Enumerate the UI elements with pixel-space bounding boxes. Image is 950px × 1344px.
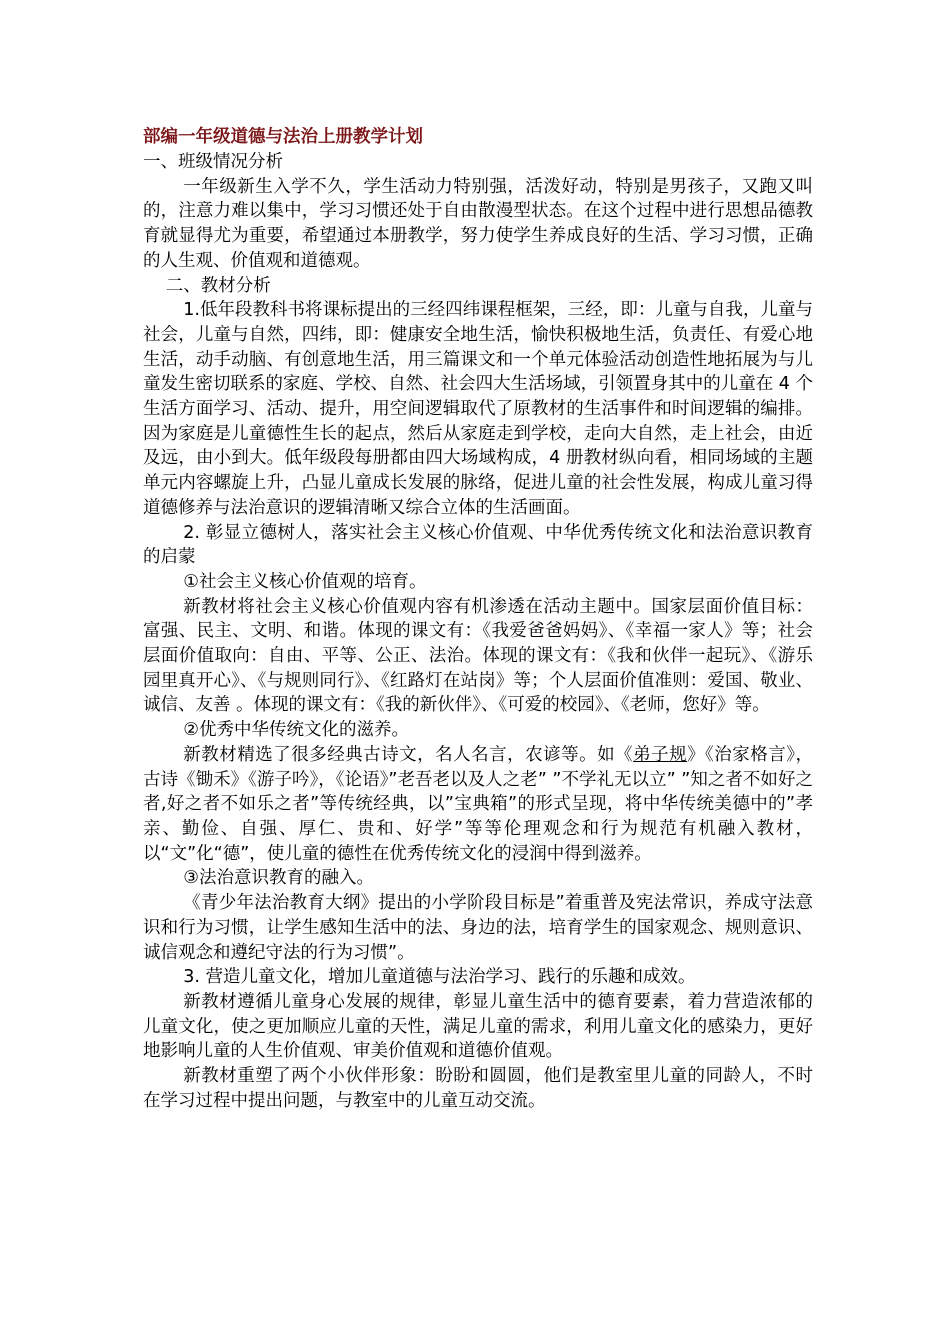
paragraph-core-values: 新教材将社会主义核心价值观内容有机渗透在活动主题中。国家层面价值目标：富强、民主、文明、和谐。体现的课文有：《我爱爸爸妈妈》、《幸福一家人》等；社会层面价值取向：自由、平等、公正、法治。体现的课文有：《我和伙伴一起玩》、《游乐园里真开心》、《与规则同行》、《红路灯在站岗》等；个人层面价值准则：爱国、敬业、诚信、友善 。体现的课文有：《我的新伙伴》、《可爱的校园》、《老师，您好》等。 [143, 596, 813, 716]
paragraph-traditional-culture-rest: 》《治家格言》，古诗《锄禾》《游子吟》，《论语》”老吾老以及人之老” ”不学礼无以立” ”知之者不如好之者,好之者不如乐之者”等传统经典，以”宝典箱”的形式呈现，将中华传统美德中的”孝亲、勤俭、自强、厚仁、贵和、好学”等等伦理观念和行为规范有机融入教材，以“文”化“德”，使儿童的德性在优秀传统文化的浸润中得到滋养。 [143, 744, 814, 864]
underlined-text-dizigui: 弟子规 [633, 744, 688, 765]
paragraph-traditional-culture-start: 新教材精选了很多经典古诗文，名人名言，农谚等。如《 [183, 744, 634, 765]
subheading-core-values: ①社会主义核心价值观的培育。 [183, 571, 427, 592]
document-title: 部编一年级道德与法治上册教学计划 [143, 127, 423, 147]
paragraph-item-3: 3. 营造儿童文化，增加儿童道德与法治学习、践行的乐趣和成效。 [183, 967, 696, 988]
paragraph-item-3-detail-2: 新教材重塑了两个小伙伴形象：盼盼和圆圆，他们是教室里儿童的同龄人，不时在学习过程中提出问题，与教室中的儿童互动交流。 [143, 1066, 813, 1111]
paragraph-legal-education: 《青少年法治教育大纲》提出的小学阶段目标是”着重普及宪法常识，养成守法意识和行为习惯，让学生感知生活中的法、身边的法，培育学生的国家观念、规则意识、诚信观念和遵纪守法的行为习惯”。 [143, 893, 813, 963]
section-heading-class-analysis: 一、班级情况分析 [143, 152, 283, 172]
paragraph-item-2: 2. 彰显立德树人，落实社会主义核心价值观、中华优秀传统文化和法治意识教育的启蒙 [143, 522, 813, 568]
paragraph-traditional-culture [143, 743, 813, 867]
document-page [143, 124, 813, 1113]
paragraph-class-analysis: 一年级新生入学不久，学生活动力特别强，活泼好动，特别是男孩子，又跑又叫的，注意力难以集中，学习习惯还处于自由散漫型状态。在这个过程中进行思想品德教育就显得尤为重要，希望通过本册教学，努力使学生养成良好的生活、学习习惯，正确的人生观、价值观和道德观。 [143, 176, 813, 271]
paragraph-item-1: 1.低年段教科书将课标提出的三经四纬课程框架，三经，即：儿童与自我，儿童与社会，儿童与自然，四纬，即：健康安全地生活，愉快积极地生活，负责任、有爱心地生活，动手动脑、有创意地生活，用三篇课文和一个单元体验活动创造性地拓展为与儿童发生密切联系的家庭、学校、自然、社会四大生活场域，引领置身其中的儿童在 4 个生活方面学习、活动、提升，用空间逻辑取代了原教材的生活事件和时间逻辑的编排。因为家庭是儿童德性生长的起点，然后从家庭走到学校，走向大自然，走上社会，由近及远，由小到大。低年级段每册都由四大场域构成，4 册教材纵向看，相同场域的主题单元内容螺旋上升，凸显儿童成长发展的脉络，促进儿童的社会性发展，构成儿童习得道德修养与法治意识的逻辑清晰又综合立体的生活画面。 [143, 300, 813, 518]
subheading-traditional-culture: ②优秀中华传统文化的滋养。 [183, 720, 409, 741]
paragraph-item-3-detail-1: 新教材遵循儿童身心发展的规律，彰显儿童生活中的德育要素，着力营造浓郁的儿童文化，使之更加顺应儿童的天性，满足儿童的需求，利用儿童文化的感染力，更好地影响儿童的人生价值观、审美价值观和道德价值观。 [143, 991, 813, 1062]
subheading-legal-education: ③法治意识教育的融入。 [183, 868, 374, 889]
section-heading-textbook-analysis: 二、教材分析 [165, 275, 271, 296]
